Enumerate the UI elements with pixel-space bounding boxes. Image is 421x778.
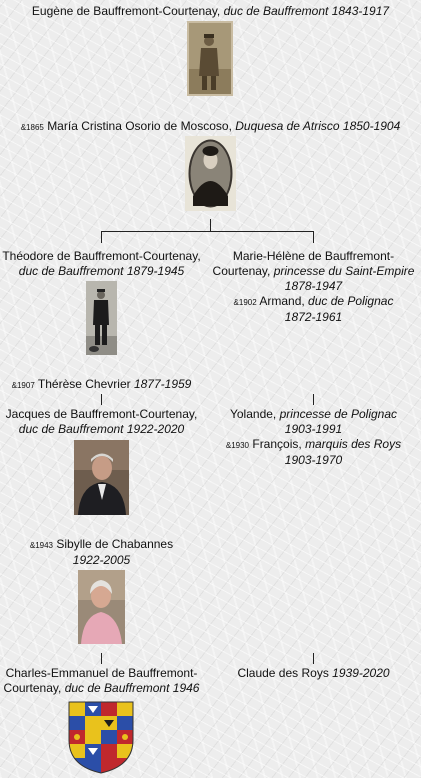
charles-emmanuel-name-cont: Courtenay, [3,681,62,695]
claude-dates: 1939-2020 [332,666,390,680]
maria-title: Duquesa de Atrisco [235,119,340,133]
therese-name: Thérèse Chevrier [37,377,131,391]
marie-helene-dates-line [206,279,421,294]
photo-eugene [187,21,233,96]
armand-name: Armand, [259,294,305,308]
armand-marriage: &1902 [233,298,257,307]
connector-francois-down [313,653,314,664]
francois-dates-line [206,453,421,468]
theodore-title: duc de Bauffremont [18,264,124,278]
connector-gen2-bar [101,231,313,232]
charles-emmanuel-label [0,666,203,696]
eugene-name: Eugène de Bauffremont-Courtenay, [31,4,221,18]
maria-marriage: &1865 [20,123,44,132]
coat-of-arms-shield [66,700,136,775]
connector-gen1-down [210,219,211,231]
marie-helene-title: princesse du Saint-Empire [273,264,415,278]
yolande-label [206,407,421,468]
jacques-title: duc de Bauffremont [18,422,124,436]
sibylle-name: Sibylle de Chabannes [56,537,174,551]
photo-sibylle [78,570,125,644]
maria-label [0,119,421,135]
connector-gen2-right [313,231,314,243]
theodore-portrait [86,281,117,355]
eugene-label [0,4,421,19]
claude-label [206,666,421,681]
yolande-dates-line [206,422,421,437]
armand-title: duc de Polignac [308,294,394,308]
connector-sibylle-down [101,653,102,664]
yolande-name: Yolande, [229,407,277,421]
charles-emmanuel-title-line [0,681,203,696]
francois-name: François, [252,437,302,451]
jacques-title-line [0,422,203,437]
francois-marriage: &1930 [225,441,250,450]
marie-helene-dates: 1878-1947 [284,279,343,293]
maria-dates: 1850-1904 [342,119,401,133]
yolande-name-line [206,407,421,422]
sibylle-marriage: &1943 [29,541,54,550]
yolande-dates: 1903-1991 [284,422,343,436]
therese-dates: 1877-1959 [133,377,192,391]
francois-dates: 1903-1970 [284,453,343,467]
sibylle-label [0,537,203,568]
photo-jacques [74,440,129,515]
therese-marriage: &1907 [11,381,35,390]
armand-dates: 1872-1961 [284,310,343,324]
armand-line [206,294,421,310]
marie-helene-title-line [206,264,421,279]
sibylle-dates-line [0,553,203,568]
connector-gen2-left [101,231,102,243]
marie-helene-label [206,249,421,325]
claude-name: Claude des Roys [237,666,329,680]
maria-portrait [185,136,236,211]
jacques-label [0,407,203,437]
photo-theodore [86,281,117,355]
jacques-name: Jacques de Bauffremont-Courtenay, [5,407,198,421]
marie-helene-name-cont: Courtenay, [212,264,271,278]
yolande-title: princesse de Polignac [279,407,398,421]
francois-line [206,437,421,453]
sibylle-name-line [0,537,203,553]
eugene-portrait [187,21,233,96]
theodore-title-line [0,264,203,279]
connector-armand-down [313,394,314,405]
eugene-title: duc de Bauffremont [223,4,329,18]
coat-of-arms-icon [66,700,136,775]
photo-maria [185,136,236,211]
francois-title: marquis des Roys [305,437,402,451]
jacques-portrait [74,440,129,515]
theodore-label [0,249,203,279]
connector-theodore-down [101,394,102,405]
jacques-dates: 1922-2020 [126,422,185,436]
therese-label [0,377,203,393]
marie-helene-name: Marie-Hélène de Bauffremont- [232,249,395,263]
theodore-dates: 1879-1945 [126,264,185,278]
charles-emmanuel-name: Charles-Emmanuel de Bauffremont- [5,666,198,680]
sibylle-dates: 1922-2005 [72,553,131,567]
eugene-dates: 1843-1917 [331,4,390,18]
armand-dates-line [206,310,421,325]
theodore-name: Théodore de Bauffremont-Courtenay, [2,249,201,263]
charles-emmanuel-dates: 1946 [172,681,200,695]
charles-emmanuel-title: duc de Bauffremont [64,681,170,695]
maria-name: María Cristina Osorio de Moscoso, [47,119,232,133]
sibylle-portrait [78,570,125,644]
